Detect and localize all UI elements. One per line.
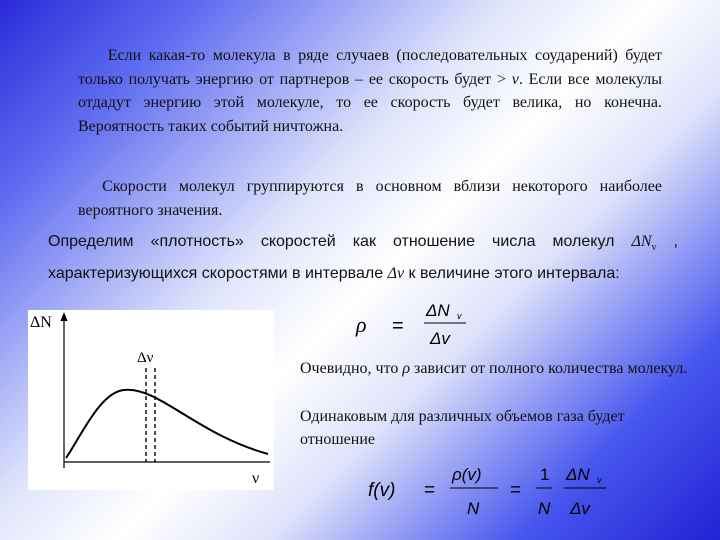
denominator-n-1: N [467,499,480,518]
rho-inline: ρ [402,360,411,377]
numerator-one: 1 [540,465,550,484]
paragraph-text-part3: к величине этого интервала: [404,265,620,283]
rho-symbol: ρ [356,312,367,337]
equals-sign: = [392,315,404,337]
paragraph-molecule-energy [78,44,662,138]
density-formula [340,292,500,356]
equals-sign-2: = [510,480,522,501]
x-axis-label: ν [252,470,260,487]
paragraph-text: Скорости молекул группируются в основном вблизи некоторого наиболее вероятного значения. [78,178,662,219]
numerator-delta-n: ΔN [566,465,590,484]
paragraph-text-part2: . Если все молекулы отдадут энергию этой молекуле, то ее скорость будет велика, но конечна. Вероятность таких событий ничтожна. [78,70,663,135]
f-of-v: f(v) [368,480,396,501]
paragraph-text-part1: Очевидно, что [300,360,403,377]
numerator-subscript: v [597,475,602,485]
delta-n-subscript: v [651,242,657,254]
paragraph-text-part1: Определим «плотность» скоростей как отношение числа молекул [48,233,632,250]
interval-label: Δν [137,350,154,366]
y-axis-label: ΔN [30,314,52,331]
paragraph-text-part2: зависит от полного количества молекул. [410,360,688,377]
numerator-delta-n: ΔN [426,301,450,320]
paragraph-text-part2: , характеризующихся скоростями в интервале [48,233,678,283]
numerator-subscript: v [457,311,462,321]
distribution-function-formula [360,458,620,524]
paragraph-rho-dependence [300,357,700,380]
paragraph-ratio-intro [300,405,700,451]
paragraph-text: Одинаковым для различных объемов газа будет отношение [300,408,625,448]
paragraph-indent [78,178,102,195]
paragraph-velocity-grouping [78,175,662,222]
paragraph-indent [78,47,108,64]
velocity-symbol: v [511,70,519,88]
paragraph-density-definition [48,229,678,287]
delta-n-symbol: ΔN [631,233,652,250]
denominator-delta-v: Δv [570,499,590,518]
velocity-distribution-graph [28,310,274,490]
denominator-n-2: N [538,499,551,518]
graph-background [28,310,274,490]
delta-v-symbol: Δv [387,265,405,283]
rho-of-v: ρ(v) [452,465,482,484]
denominator-delta-v: Δv [430,329,450,348]
equals-sign-1: = [424,480,436,501]
paragraph-text-part1: Если какая-то молекула в ряде случаев (последовательных соударений) будет только получать энергию от партнеров – ее скорость будет > [78,47,663,88]
